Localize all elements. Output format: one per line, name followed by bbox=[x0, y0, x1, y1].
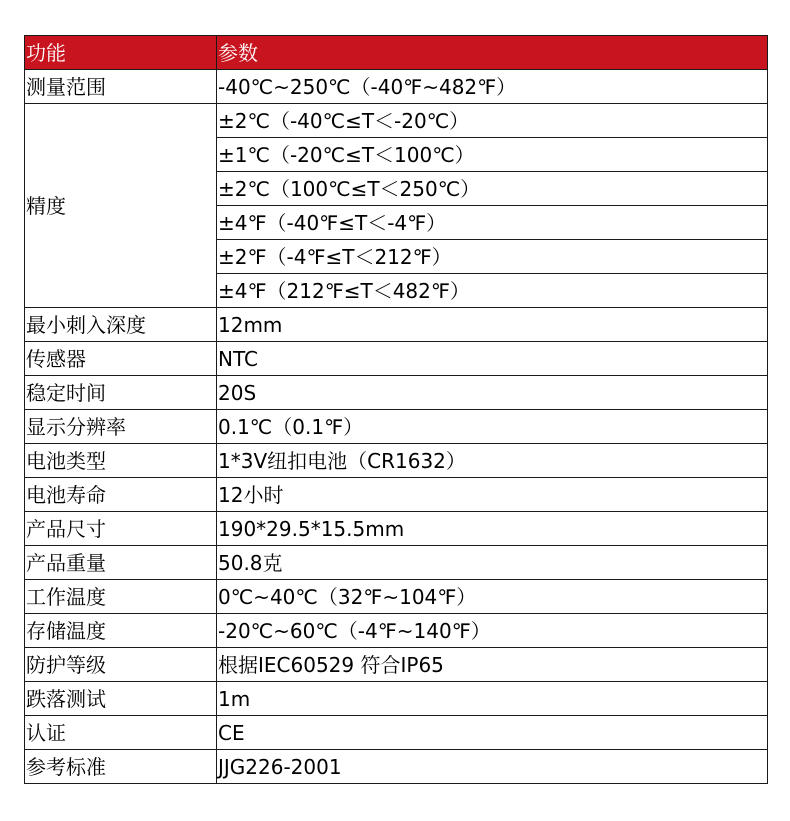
table-row bbox=[25, 478, 768, 512]
table-row bbox=[25, 308, 768, 342]
table-row bbox=[25, 750, 768, 784]
row-value: 50.8克 bbox=[217, 546, 768, 580]
table-body bbox=[25, 70, 768, 784]
table-row bbox=[25, 104, 768, 138]
row-label: 产品尺寸 bbox=[25, 512, 217, 546]
table-header bbox=[25, 36, 768, 70]
row-value: NTC bbox=[217, 342, 768, 376]
row-label: 显示分辨率 bbox=[25, 410, 217, 444]
table-row bbox=[25, 614, 768, 648]
row-label: 存储温度 bbox=[25, 614, 217, 648]
row-label: 最小刺入深度 bbox=[25, 308, 217, 342]
row-label: 电池类型 bbox=[25, 444, 217, 478]
table-row bbox=[25, 512, 768, 546]
row-value: 20S bbox=[217, 376, 768, 410]
row-label: 测量范围 bbox=[25, 70, 217, 104]
row-label: 防护等级 bbox=[25, 648, 217, 682]
row-value: ±2℃（100℃≤T＜250℃） bbox=[217, 172, 768, 206]
header-function: 功能 bbox=[25, 36, 217, 70]
header-parameter: 参数 bbox=[217, 36, 768, 70]
row-label: 精度 bbox=[25, 104, 217, 308]
row-value: 0.1℃（0.1℉） bbox=[217, 410, 768, 444]
row-label: 稳定时间 bbox=[25, 376, 217, 410]
row-value: JJG226-2001 bbox=[217, 750, 768, 784]
row-value: 根据IEC60529 符合IP65 bbox=[217, 648, 768, 682]
row-value: ±2℉（-4℉≤T＜212℉） bbox=[217, 240, 768, 274]
table-row bbox=[25, 580, 768, 614]
spec-table bbox=[24, 35, 768, 784]
row-value: ±4℉（-40℉≤T＜-4℉） bbox=[217, 206, 768, 240]
row-value: 12小时 bbox=[217, 478, 768, 512]
table-row bbox=[25, 342, 768, 376]
table-row bbox=[25, 410, 768, 444]
row-value: 0℃~40℃（32℉~104℉） bbox=[217, 580, 768, 614]
row-value: 12mm bbox=[217, 308, 768, 342]
table-row bbox=[25, 70, 768, 104]
row-value: ±1℃（-20℃≤T＜100℃） bbox=[217, 138, 768, 172]
row-value: 190*29.5*15.5mm bbox=[217, 512, 768, 546]
header-row bbox=[25, 36, 768, 70]
row-value: ±4℉（212℉≤T＜482℉） bbox=[217, 274, 768, 308]
row-value: CE bbox=[217, 716, 768, 750]
row-label: 产品重量 bbox=[25, 546, 217, 580]
table-row bbox=[25, 376, 768, 410]
row-value: 1*3V纽扣电池（CR1632） bbox=[217, 444, 768, 478]
row-value: -20℃~60℃（-4℉~140℉） bbox=[217, 614, 768, 648]
row-value: 1m bbox=[217, 682, 768, 716]
row-label: 参考标准 bbox=[25, 750, 217, 784]
row-value: -40℃~250℃（-40℉~482℉） bbox=[217, 70, 768, 104]
row-label: 传感器 bbox=[25, 342, 217, 376]
table-row bbox=[25, 716, 768, 750]
table-row bbox=[25, 444, 768, 478]
row-label: 跌落测试 bbox=[25, 682, 217, 716]
row-label: 工作温度 bbox=[25, 580, 217, 614]
row-label: 认证 bbox=[25, 716, 217, 750]
table-row bbox=[25, 648, 768, 682]
row-label: 电池寿命 bbox=[25, 478, 217, 512]
table-row bbox=[25, 546, 768, 580]
row-value: ±2℃（-40℃≤T＜-20℃） bbox=[217, 104, 768, 138]
table-row bbox=[25, 682, 768, 716]
